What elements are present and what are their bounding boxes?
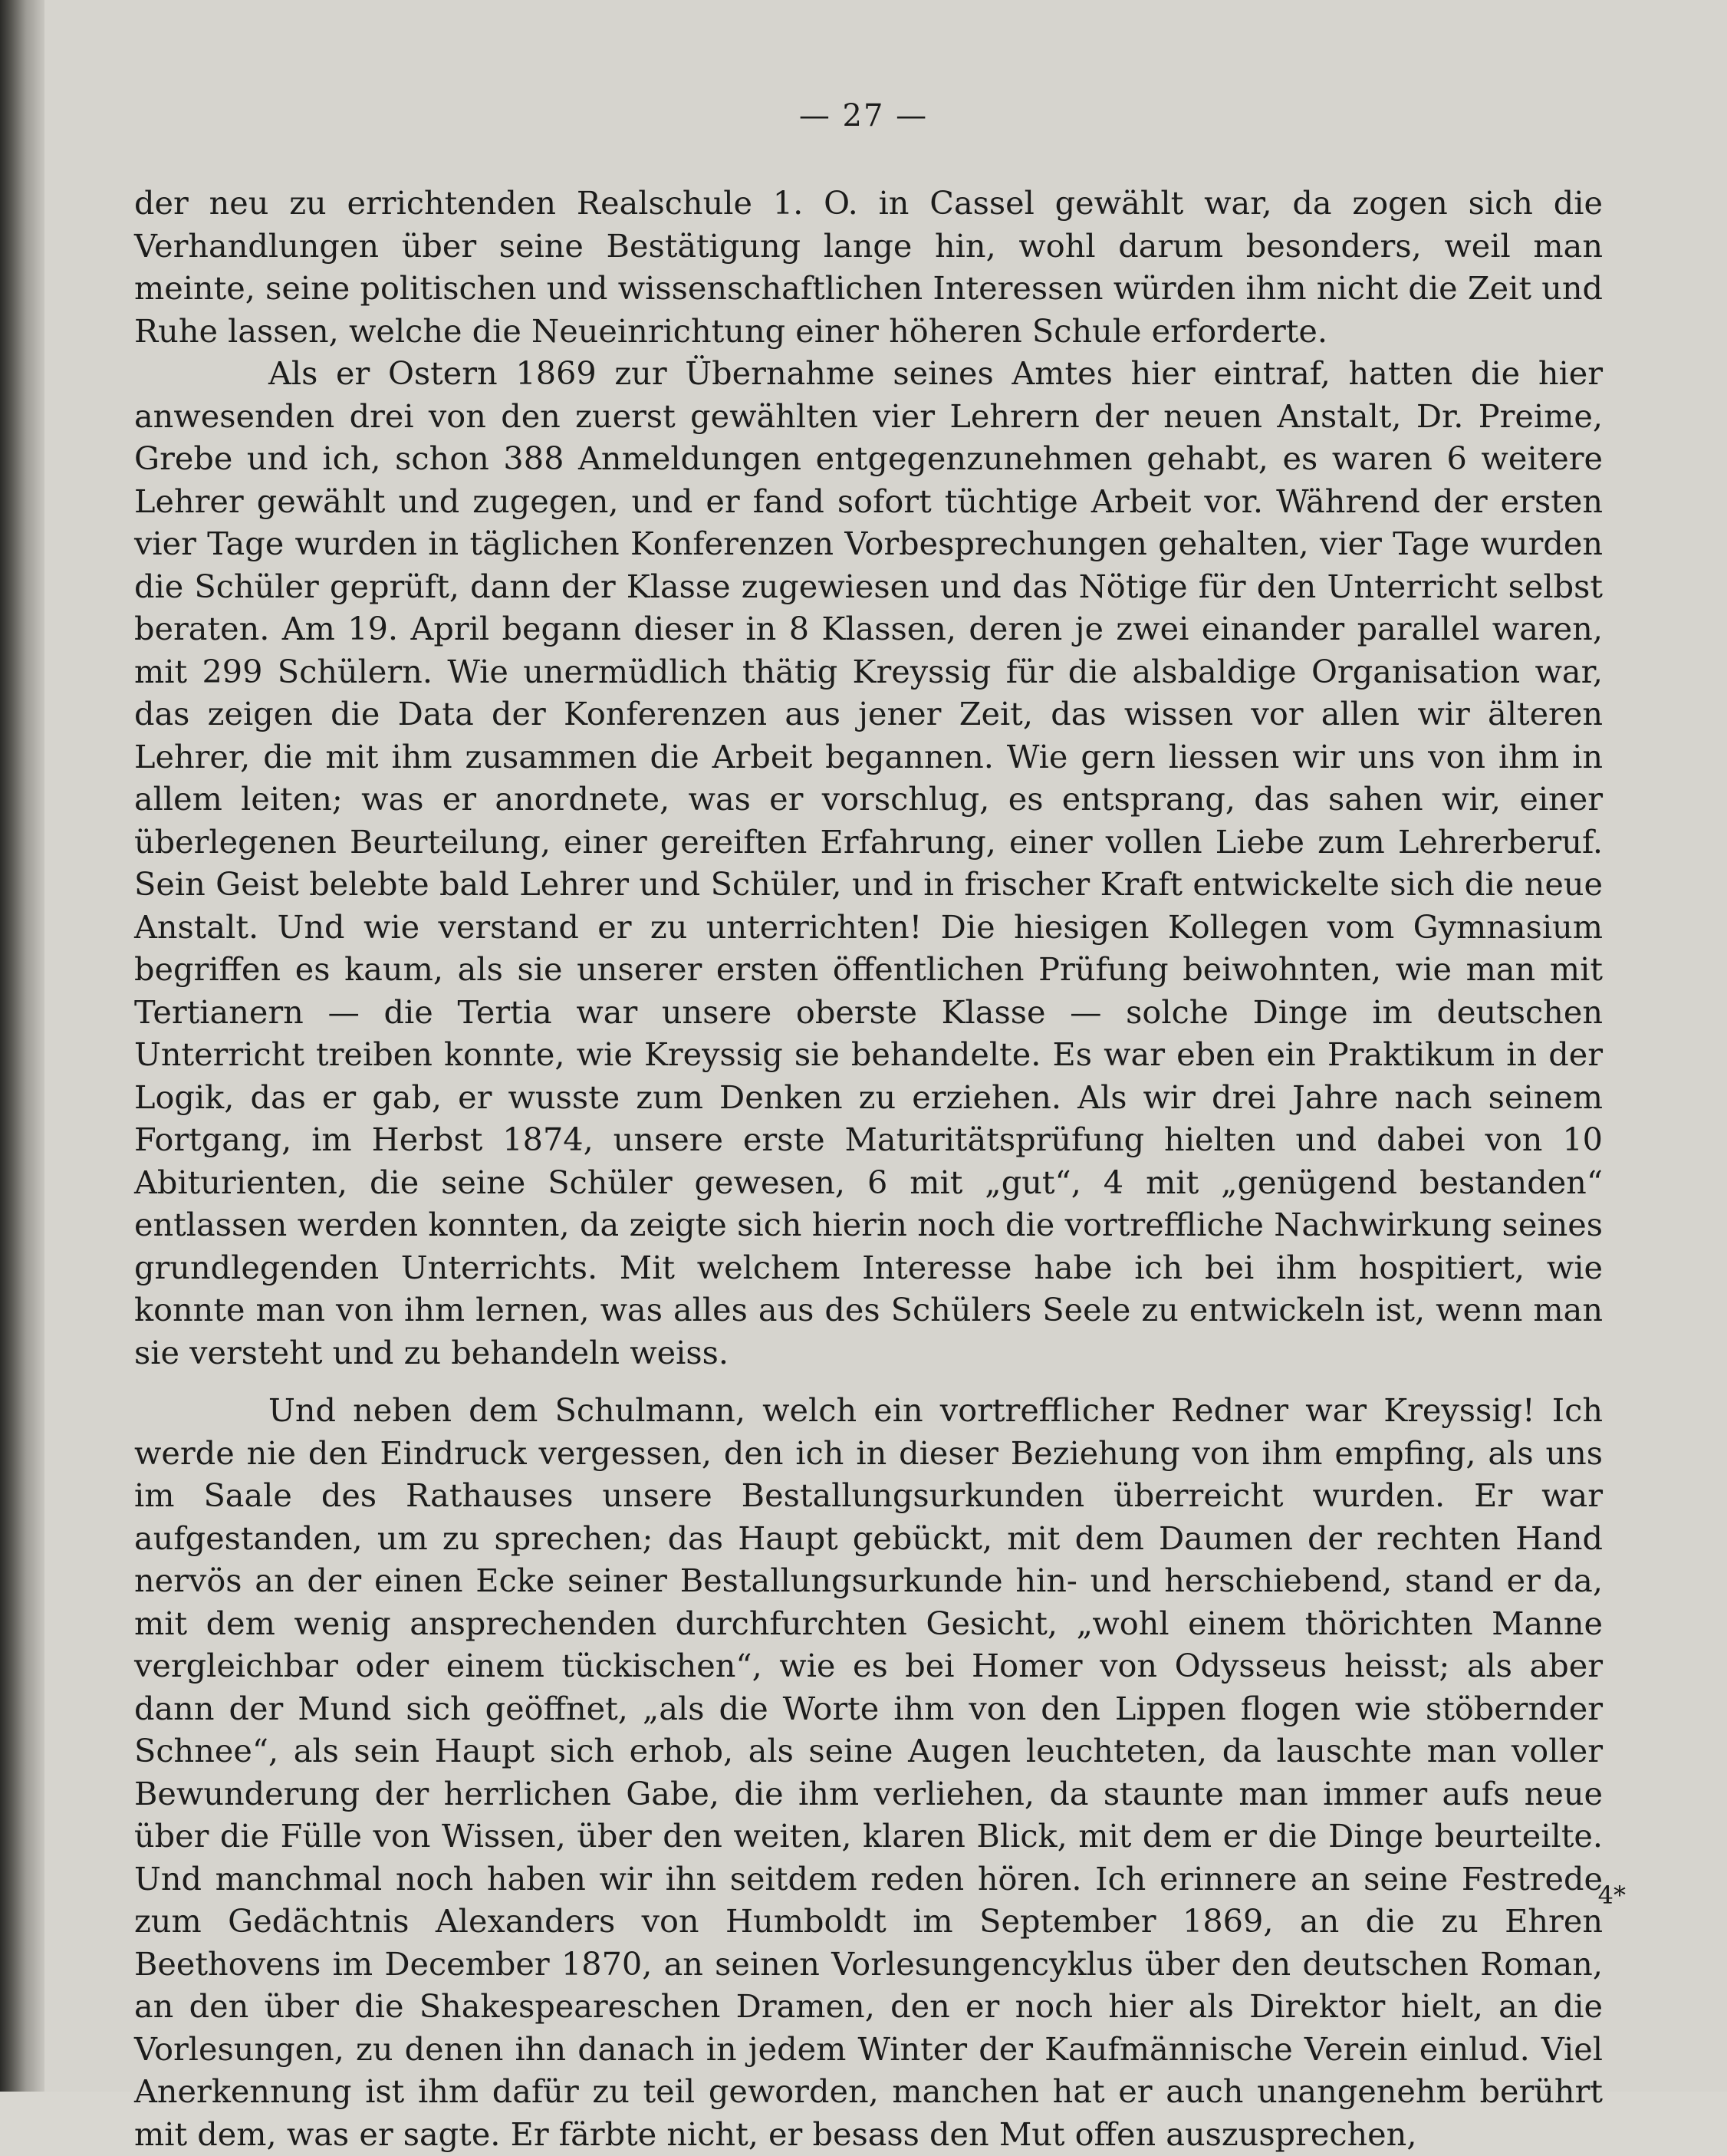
- body-text: [134, 183, 1603, 2156]
- paragraph-3: Und neben dem Schulmann, welch ein vortrefflicher Redner war Kreyssig! Ich werde nie den Eindruck vergessen, den ich in dieser Beziehung von ihm empfing, als uns im Saale des Rathauses unsere Bestallungsurkunden überreicht wurden. Er war aufgestanden, um zu sprechen; das Haupt gebückt, mit dem Daumen der rechten Hand nervös an der einen Ecke seiner Bestallungsurkunde hin- und herschiebend, stand er da, mit dem wenig ansprechenden durchfurchten Gesicht, „wohl einem thörichten Manne vergleichbar oder einem tückischen“, wie es bei Homer von Odysseus heisst; als aber dann der Mund sich geöffnet, „als die Worte ihm von den Lippen flogen wie stöbernder Schnee“, als sein Haupt sich erhob, als seine Augen leuchteten, da lauschte man voller Bewunderung der herrlichen Gabe, die ihm verliehen, da staunte man immer aufs neue über die Fülle von Wissen, über den weiten, klaren Blick, mit dem er die Dinge beurteilte. Und manchmal noch haben wir ihn seitdem reden hören. Ich erinnere an seine Festrede zum Gedächtnis Alexanders von Humboldt im September 1869, an die zu Ehren Beethovens im December 1870, an seinen Vorlesungencyklus über den deutschen Roman, an den über die Shakespeareschen Dramen, den er noch hier als Direktor hielt, an die Vorlesungen, zu denen ihn danach in jedem Winter der Kaufmännische Verein einlud. Viel Anerkennung ist ihm dafür zu teil geworden, manchen hat er auch unangenehm berührt mit dem, was er sagte. Er färbte nicht, er besass den Mut offen auszusprechen,: [134, 1392, 1603, 2153]
- book-binding-shadow: [0, 0, 44, 2092]
- paragraph-1: der neu zu errichtenden Realschule 1. O. in Cassel gewählt war, da zogen sich die Verhandlungen über seine Bestätigung lange hin, wohl darum besonders, weil man meinte, seine politischen und wissenschaftlichen Interessen würden ihm nicht die Zeit und Ruhe lassen, welche die Neueinrichtung einer höheren Schule erforderte.: [134, 185, 1603, 350]
- printer-signature-mark: 4*: [1597, 1881, 1626, 1910]
- paragraph-2: Als er Ostern 1869 zur Übernahme seines Amtes hier eintraf, hatten die hier anwesenden drei von den zuerst gewählten vier Lehrern der neuen Anstalt, Dr. Preime, Grebe und ich, schon 388 Anmeldungen entgegenzunehmen gehabt, es waren 6 weitere Lehrer gewählt und zugegen, und er fand sofort tüchtige Arbeit vor. Während der ersten vier Tage wurden in täglichen Konferenzen Vorbesprechungen gehalten, vier Tage wurden die Schüler geprüft, dann der Klasse zugewiesen und das Nötige für den Unterricht selbst beraten. Am 19. April begann dieser in 8 Klassen, deren je zwei einander parallel waren, mit 299 Schülern. Wie unermüdlich thätig Kreyssig für die alsbaldige Organisation war, das zeigen die Data der Konferenzen aus jener Zeit, das wissen vor allen wir älteren Lehrer, die mit ihm zusammen die Arbeit begannen. Wie gern liessen wir uns von ihm in allem leiten; was er anordnete, was er vorschlug, es entsprang, das sahen wir, einer überlegenen Beurteilung, einer gereiften Erfahrung, einer vollen Liebe zum Lehrerberuf. Sein Geist belebte bald Lehrer und Schüler, und in frischer Kraft entwickelte sich die neue Anstalt. Und wie verstand er zu unterrichten! Die hiesigen Kollegen vom Gymnasium begriffen es kaum, als sie unserer ersten öffentlichen Prüfung beiwohnten, wie man mit Tertianern — die Tertia war unsere oberste Klasse — solche Dinge im deutschen Unterricht treiben konnte, wie Kreyssig sie behandelte. Es war eben ein Praktikum in der Logik, das er gab, er wusste zum Denken zu erziehen. Als wir drei Jahre nach seinem Fortgang, im Herbst 1874, unsere erste Maturitätsprüfung hielten und dabei von 10 Abiturienten, die seine Schüler gewesen, 6 mit „gut“, 4 mit „genügend bestanden“ entlassen werden konnten, da zeigte sich hierin noch die vortreffliche Nachwirkung seines grundlegenden Unterrichts. Mit welchem Interesse habe ich bei ihm hospitiert, wie konnte man von ihm lernen, was alles aus des Schülers Seele zu entwickeln ist, wenn man sie versteht und zu behandeln weiss.: [134, 355, 1603, 1371]
- page-number: — 27 —: [798, 98, 929, 133]
